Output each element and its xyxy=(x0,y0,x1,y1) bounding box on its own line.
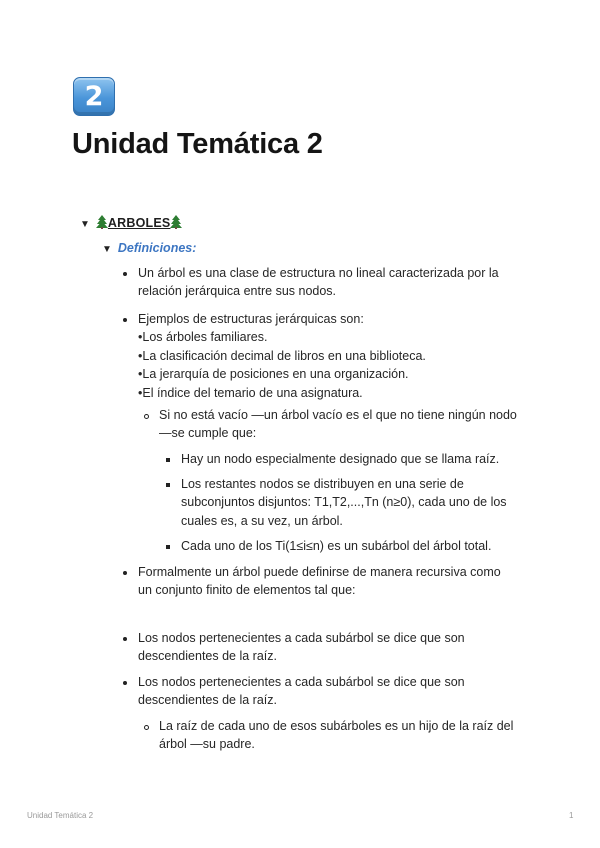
list-item: Formalmente un árbol puede definirse de manera recursiva como un conjunto finito de elementos tal que: xyxy=(138,565,501,598)
page-number: 1 xyxy=(569,811,574,820)
keycap-2-icon: 2 xyxy=(73,77,115,116)
collapse-triangle-icon[interactable]: ▼ xyxy=(80,219,90,230)
square-bullet-icon xyxy=(166,545,170,549)
square-bullet-icon xyxy=(166,458,170,462)
list-item: Los restantes nodos se distribuyen en una serie de subconjuntos disjuntos: T1,T2,...,Tn (n≥0), cada uno de los cuales es, a su vez, un árbol. xyxy=(181,477,507,528)
list-item: Los nodos pertenecientes a cada subárbol se dice que son descendientes de la raíz. xyxy=(138,631,465,664)
list-item: La raíz de cada uno de esos subárboles es un hijo de la raíz del árbol —su padre. xyxy=(159,719,514,752)
footer-title: Unidad Temática 2 xyxy=(27,811,94,820)
bullet-icon xyxy=(123,272,127,276)
circle-bullet-icon xyxy=(144,725,149,730)
list-item: Hay un nodo especialmente designado que se llama raíz. xyxy=(181,452,500,466)
list-item: Si no está vacío —un árbol vacío es el que no tiene ningún nodo —se cumple que: xyxy=(159,408,517,441)
bullet-icon xyxy=(123,681,127,685)
list-item: Ejemplos de estructuras jerárquicas son: •Los árboles familiares. •La clasificación decimal de libros en una biblioteca. •La jerarquía de posiciones en una organización. •El índice del temario de una asignatura. xyxy=(138,312,426,400)
toggle-arboles[interactable] xyxy=(80,214,182,234)
bullet-icon xyxy=(123,571,127,575)
square-bullet-icon xyxy=(166,483,170,487)
page-title: Unidad Temática 2 xyxy=(72,128,323,160)
bullet-icon xyxy=(123,637,127,641)
toggle-label: ARBOLES xyxy=(107,216,171,230)
evergreen-tree-icon xyxy=(170,215,182,234)
list-item: Un árbol es una clase de estructura no lineal caracterizada por la relación jerárquica entre sus nodos. xyxy=(138,266,499,299)
toggle-definiciones[interactable] xyxy=(102,239,196,259)
list-item: Los nodos pertenecientes a cada subárbol se dice que son descendientes de la raíz. xyxy=(138,675,465,708)
list-item: Cada uno de los Ti(1≤i≤n) es un subárbol del árbol total. xyxy=(181,539,492,553)
evergreen-tree-icon xyxy=(96,215,108,234)
collapse-triangle-icon[interactable]: ▼ xyxy=(102,244,112,255)
subsection-label: Definiciones: xyxy=(117,241,197,255)
bullet-icon xyxy=(123,318,127,322)
circle-bullet-icon xyxy=(144,414,149,419)
